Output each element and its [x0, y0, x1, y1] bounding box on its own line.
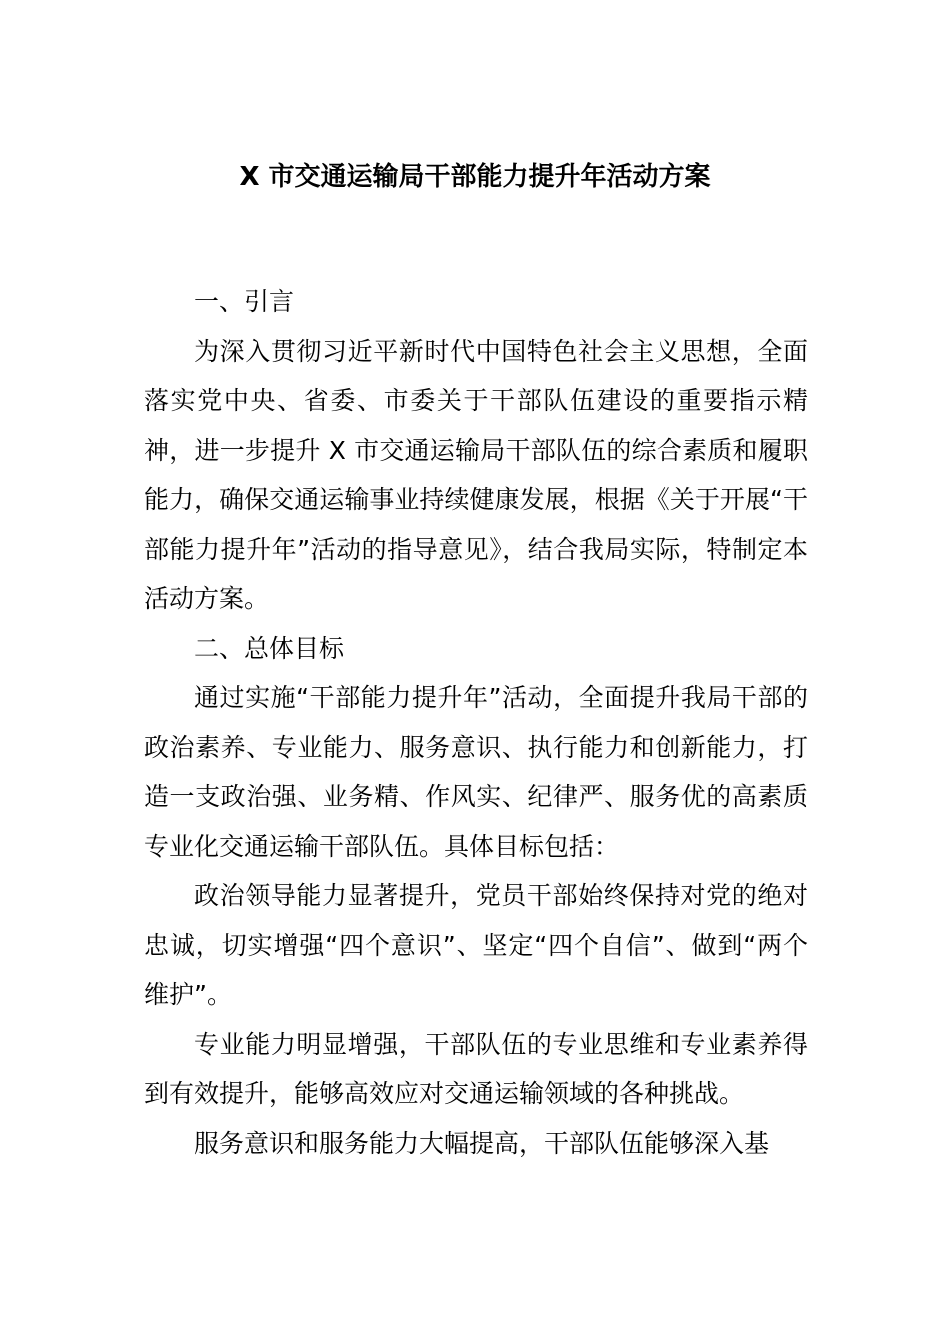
section-heading-introduction: 一、引言: [194, 287, 295, 316]
paragraph-political-leadership: 政治领导能力显著提升，党员干部始终保持对党的绝对忠诚，切实增强“四个意识”、坚定“四个自信”、做到“两个维护”。: [144, 881, 808, 1009]
document-body: [144, 277, 808, 1168]
paragraph-overall-goals: 通过实施“干部能力提升年”活动，全面提升我局干部的政治素养、专业能力、服务意识、执行能力和创新能力，打造一支政治强、业务精、作风实、纪律严、服务优的高素质专业化交通运输干部队伍。具体目标包括：: [144, 683, 808, 861]
section-heading-overall-goals: 二、总体目标: [194, 633, 345, 663]
paragraph-service-awareness: 服务意识和服务能力大幅提高，干部队伍能够深入基: [194, 1128, 770, 1158]
paragraph-professional-ability: 专业能力明显增强，干部队伍的专业思维和专业素养得到有效提升，能够高效应对交通运输领域的各种挑战。: [144, 1029, 808, 1108]
document-title: X 市交通运输局干部能力提升年活动方案: [239, 162, 711, 192]
paragraph-introduction: 为深入贯彻习近平新时代中国特色社会主义思想，全面落实党中央、省委、市委关于干部队伍建设的重要指示精神，进一步提升 X 市交通运输局干部队伍的综合素质和履职能力，确保交通运输事业持续健康发展，根据《关于开展“干部能力提升年”活动的指导意见》，结合我局实际，特制定本活动方案。: [144, 336, 808, 613]
